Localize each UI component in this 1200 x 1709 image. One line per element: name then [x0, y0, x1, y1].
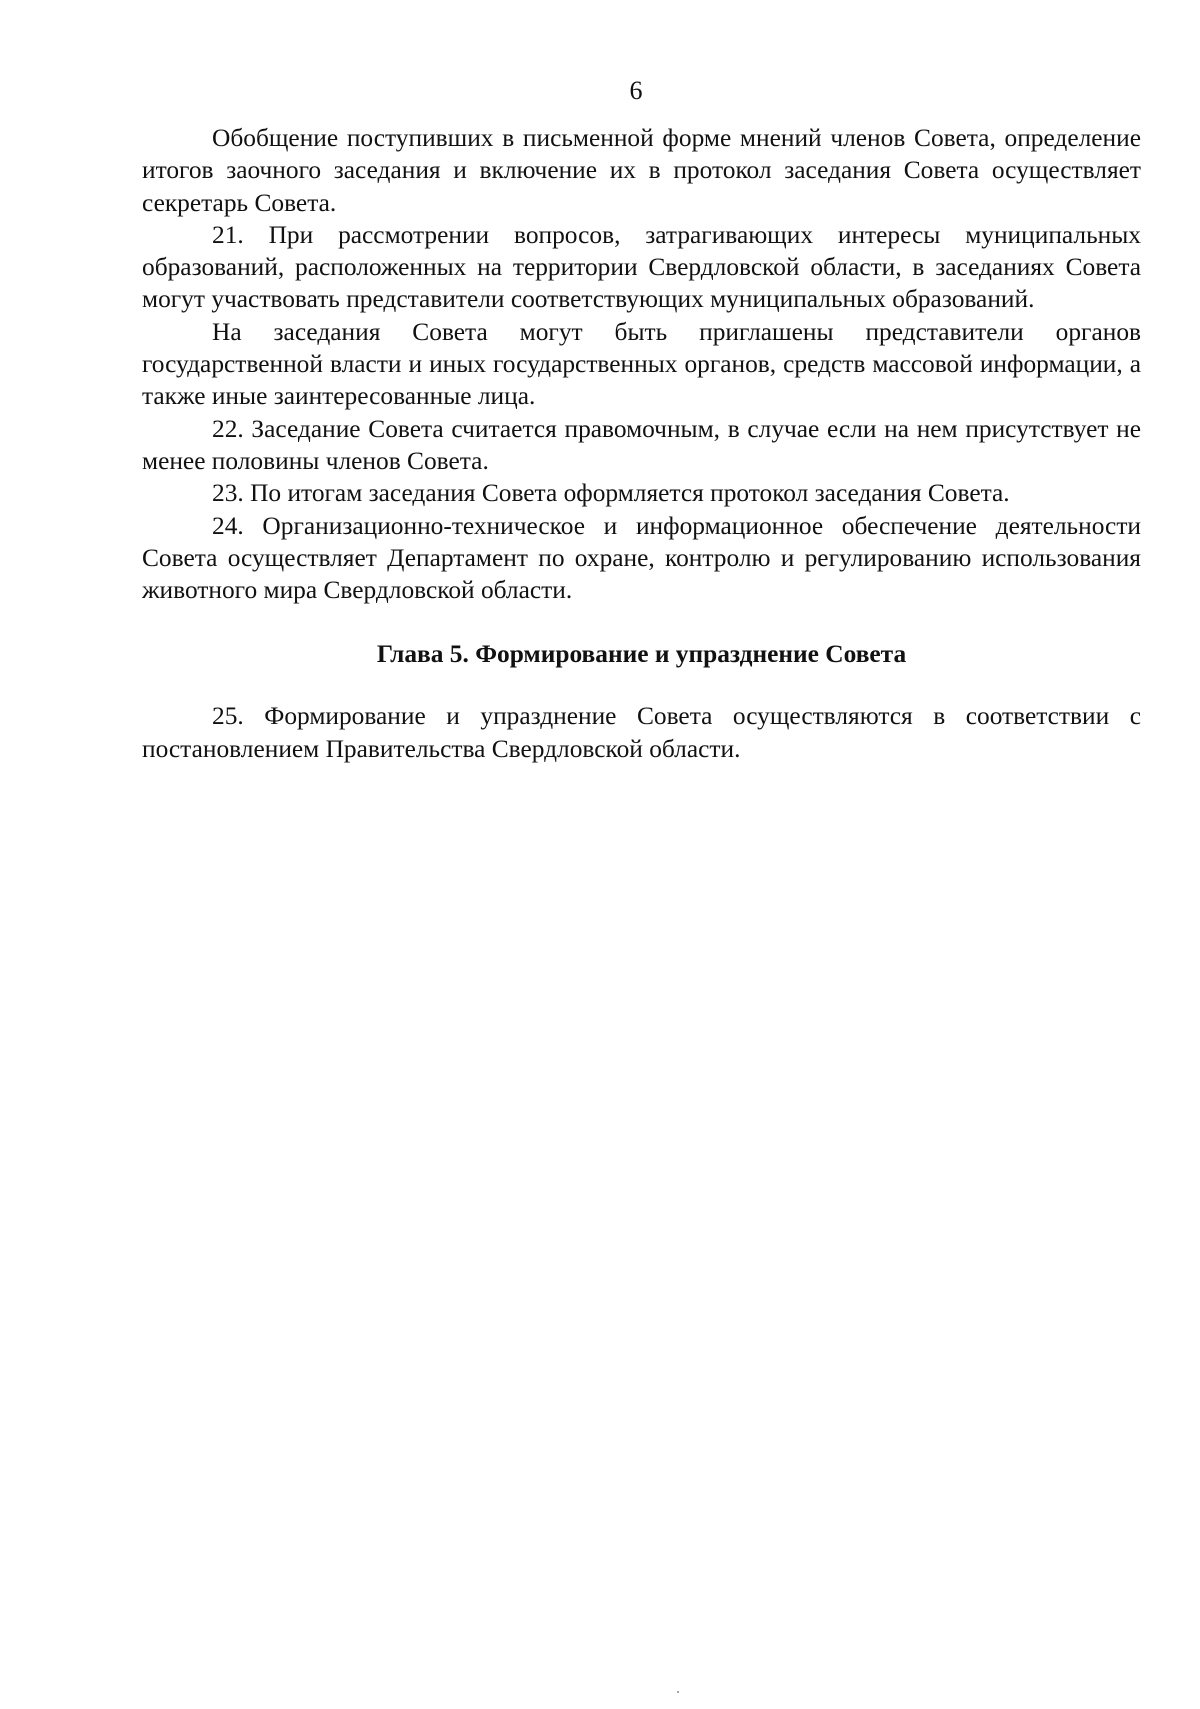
document-body	[142, 122, 1141, 765]
paragraph-item-24: 24. Организационно-техническое и информационное обеспечение деятельности Совета осуществляет Департамент по охране, контролю и регулированию использования животного мира Свердловской области.	[142, 511, 1141, 605]
paragraph-invited-representatives: На заседания Совета могут быть приглашены представители органов государственной власти и иных государственных органов, средств массовой информации, а также иные заинтересованные лица.	[142, 317, 1141, 411]
paragraph-item-23: 23. По итогам заседания Совета оформляется протокол заседания Совета.	[212, 479, 1010, 508]
paragraph-item-22: 22. Заседание Совета считается правомочным, в случае если на нем присутствует не менее половины членов Совета.	[142, 414, 1141, 475]
page-number: 6	[629, 76, 643, 105]
scan-artifact-dot	[677, 1691, 679, 1693]
paragraph-summary-of-opinions: Обобщение поступивших в письменной форме мнений членов Совета, определение итогов заочного заседания и включение их в протокол заседания Совета осуществляет секретарь Совета.	[142, 124, 1141, 217]
paragraph-item-21: 21. При рассмотрении вопросов, затрагивающих интересы муниципальных образований, расположенных на территории Свердловской области, в заседаниях Совета могут участвовать представители соответствующих муниципальных образований.	[142, 220, 1141, 314]
paragraph-item-25: 25. Формирование и упразднение Совета осуществляются в соответствии с постановлением Правительства Свердловской области.	[142, 702, 1141, 763]
chapter-heading: Глава 5. Формирование и упразднение Совета	[376, 640, 907, 669]
